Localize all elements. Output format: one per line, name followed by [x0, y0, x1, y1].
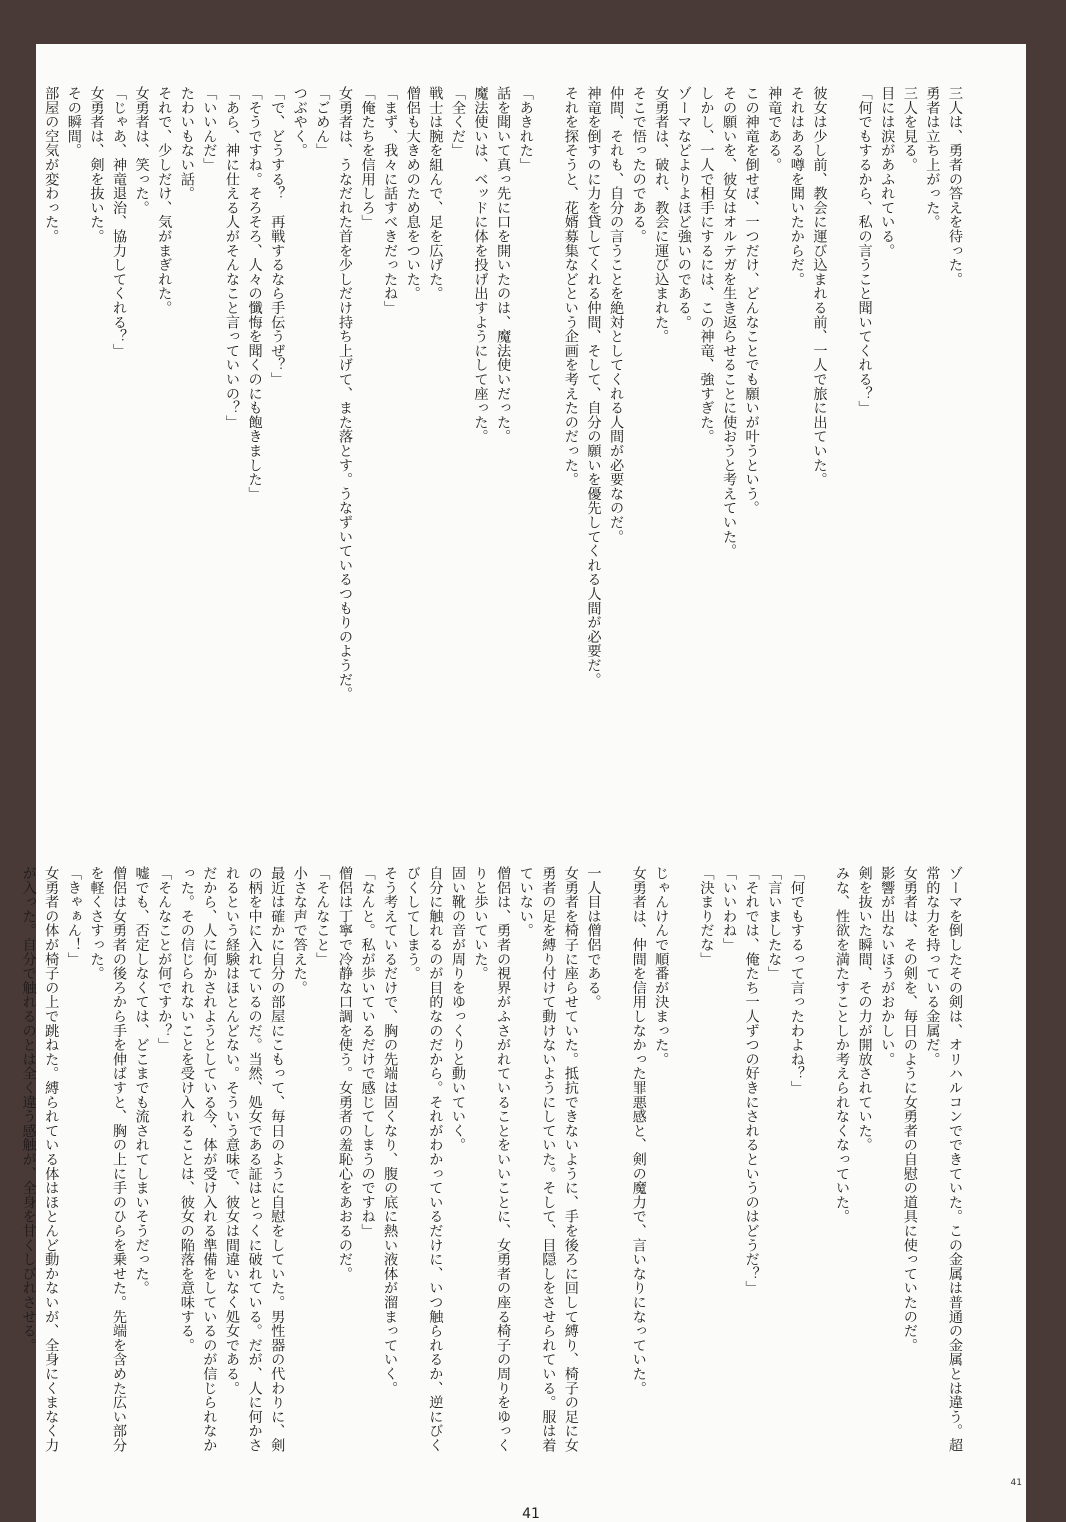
text-line: 「ごめん」 [314, 86, 331, 158]
text-line: 「言いましたな」 [766, 866, 783, 981]
text-line: 「そんなことが何ですか？」 [156, 866, 173, 1052]
text-line: 女勇者は、仲間を信用しなかった罪悪感と、剣の魔力で、言いなりになっていた。 [630, 866, 647, 1396]
page-number-bottom: 41 [522, 1506, 540, 1522]
text-line [808, 866, 831, 1466]
text-line: 自分に触れるのが目的なのだから。それがわかっているだけに、いつ触られるか、逆にびくびくしてしまう。 [404, 866, 444, 1453]
text-line: それはある噂を聞いたからだ。 [788, 86, 805, 287]
text-line: 「あら、神に仕える人がそんなこと言っていいの？」 [224, 86, 240, 430]
text-line: 彼女は少し前、教会に運び込まれる前、一人で旅に出ていた。 [811, 86, 828, 487]
text-line: 魔法使いは、ベッドに体を投げ出すようにして座った。 [472, 86, 489, 444]
text-line: 「いいわね」 [721, 866, 738, 952]
text-line: 「何でもするから、私の言うこと聞いてくれる？」 [856, 86, 873, 415]
text-line: 「何でもするって言ったわよね？」 [788, 866, 805, 1095]
text-line: ゾーマを倒したその剣は、オリハルコンでできていた。この金属は普通の金属とは違う。超常的な力を持っている金属だ。 [924, 866, 963, 1453]
text-line: みな、性欲を満たすことしか考えられなくなっていた。 [834, 866, 851, 1224]
text-line: 「じゃあ、神竜退治、協力してくれる？」 [111, 86, 128, 358]
text-line: 固い靴の音が周りをゆっくりと動いていく。 [449, 866, 466, 1152]
text-line: 目には涙があふれている。 [879, 86, 896, 258]
text-line: そこで悟ったのである。 [630, 86, 647, 244]
text-line: 女勇者は、その剣を、毎日のように女勇者の自慰の道具に使っていたのだ。 [901, 866, 918, 1353]
text-line: 「全くだ」 [449, 86, 466, 158]
text-line: そう考えているだけで、胸の先端は固くなり、腹の底に熱い液体が溜まっていく。 [382, 866, 399, 1396]
text-line: 一人目は僧侶である。 [585, 866, 602, 1009]
text-line: 「それでは、俺たち一人ずつの好きにされるというのはどうだ？」 [743, 866, 760, 1295]
text-line: 僧侶は、勇者の視界がふさがれていることをいいことに、女勇者の座る椅子の周りをゆっくりと歩いていた。 [472, 866, 512, 1453]
text-line: 戦士は腕を組んで、足を広げた。 [427, 86, 444, 301]
text-line: 仲間、それも、自分の言うことを絶対としてくれる人間が必要なのだ。 [608, 86, 625, 544]
text-line: 女勇者は、笑った。 [133, 86, 150, 215]
text-line: その瞬間。 [65, 86, 82, 158]
text-line: 「そんなこと」 [314, 866, 331, 967]
text-line: 小さな声で答えた。 [291, 866, 308, 995]
text-line [537, 86, 560, 706]
text-line [605, 866, 628, 1466]
text-line: 「そうですね。そろそろ、人々の懺悔を聞くのにも飽きました」 [246, 86, 263, 501]
text-line: この神竜を倒せば、一つだけ、どんなことでも願いが叶うという。 [743, 86, 760, 515]
text-line: 「いいんだ」 [201, 86, 218, 172]
text-line: 最近は確かに自分の部屋にこもって、毎日のように自慰をしていた。男性器の代わりに、剣の柄を中に入れているのだ。当然、処女である証はとっくに破れている。だが、人に何かされるという経験はほとんどない。そういう意味で、彼女は間違いなく処女である。 [224, 866, 286, 1453]
page-sheet [20, 44, 1026, 1522]
text-block-upper [43, 86, 966, 706]
text-line: 女勇者は、うなだれた首を少しだけ持ち上げて、また落とす。うなずいているつもりのようだ。 [336, 86, 353, 701]
text-line: 三人は、勇者の答えを待った。 [947, 86, 963, 287]
text-line: 「まず、我々に話すべきだったね」 [382, 86, 399, 315]
text-line: それで、少しだけ、気がまぎれた。 [156, 86, 173, 315]
text-line: 「なんと。私が歩いているだけで感じてしまうのですね」 [359, 866, 376, 1238]
text-line: 「きゃぁん！」 [65, 866, 82, 967]
text-line: 「決まりだな」 [698, 866, 715, 967]
text-line: 部屋の空気が変わった。 [43, 86, 60, 244]
text-line: 話を聞いて真っ先に口を開いたのは、魔法使いだった。 [495, 86, 512, 444]
text-line: 神竜を倒すのに力を貸してくれる仲間、そして、自分の願いを優先してくれる人間が必要だ。 [585, 86, 602, 687]
text-line: 女勇者は、剣を抜いた。 [88, 86, 105, 244]
text-line: 剣を抜いた瞬間、その力が開放されていた。 [856, 866, 873, 1152]
text-line [830, 86, 853, 706]
text-line: しかし、一人で相手にするには、この神竜、強すぎた。 [698, 86, 715, 444]
text-line: 嘘でも、否定しなくては、どこまでも流されてしまいそうだった。 [133, 866, 150, 1295]
text-line: じゃんけんで順番が決まった。 [653, 866, 670, 1067]
text-line: 勇者は立ち上がった。 [924, 86, 941, 229]
page-number-side: 41 [1010, 1478, 1022, 1488]
text-line: その願いを、彼女はオルテガを生き返らせることに使おうと考えていた。 [721, 86, 738, 558]
text-line: ゾーマなどよりよほど強いのである。 [675, 86, 692, 330]
text-line: たわいもない話。 [178, 86, 195, 201]
text-line: 「俺たちを信用しろ」 [359, 86, 376, 229]
text-line [672, 866, 695, 1466]
text-line: 女勇者を椅子に座らせていた。抵抗できないように、手を後ろに回して縛り、椅子の足に女勇者の足を縛り付けて動けないようにしていた。そして、目隠しをさせられている。服は着ていない。 [517, 866, 579, 1453]
text-line: 影響が出ないほうがおかしい。 [879, 866, 896, 1067]
text-line: つぶやく。 [291, 86, 308, 158]
text-line: 僧侶は女勇者の後ろから手を伸ばすと、胸の上に手のひらを乗せた。先端を含めた広い部分を軽くさすった。 [88, 866, 128, 1453]
text-line: 僧侶も大きめのため息をついた。 [404, 86, 421, 301]
text-block-lower [20, 866, 966, 1466]
text-line: 女勇者は、破れ、教会に運び込まれた。 [653, 86, 670, 344]
text-line: 三人を見る。 [901, 86, 918, 172]
text-line: だから、人に何かされようとしている今、体が受け入れる準備をしているのが信じられなかった。その信じられないことを受け入れることは、彼女の陥落を意味する。 [178, 866, 218, 1453]
text-line: それを探そうと、花婿募集などという企画を考えたのだった。 [562, 86, 579, 487]
text-line: 神竜である。 [766, 86, 783, 172]
text-line: 僧侶は丁寧で冷静な口調を使う。女勇者の羞恥心をあおるのだ。 [336, 866, 353, 1281]
text-line: 「で、どうする？ 再戦するなら手伝うぜ？」 [269, 86, 286, 387]
text-line: 「あきれた」 [517, 86, 534, 172]
text-line: 女勇者の体が椅子の上で跳ねた。縛られている体はほとんど動かないが、全身にくまなく力が入った。自分で触れるのとは全く違う感触が、全身を甘くしびれさせる。 [20, 866, 60, 1453]
